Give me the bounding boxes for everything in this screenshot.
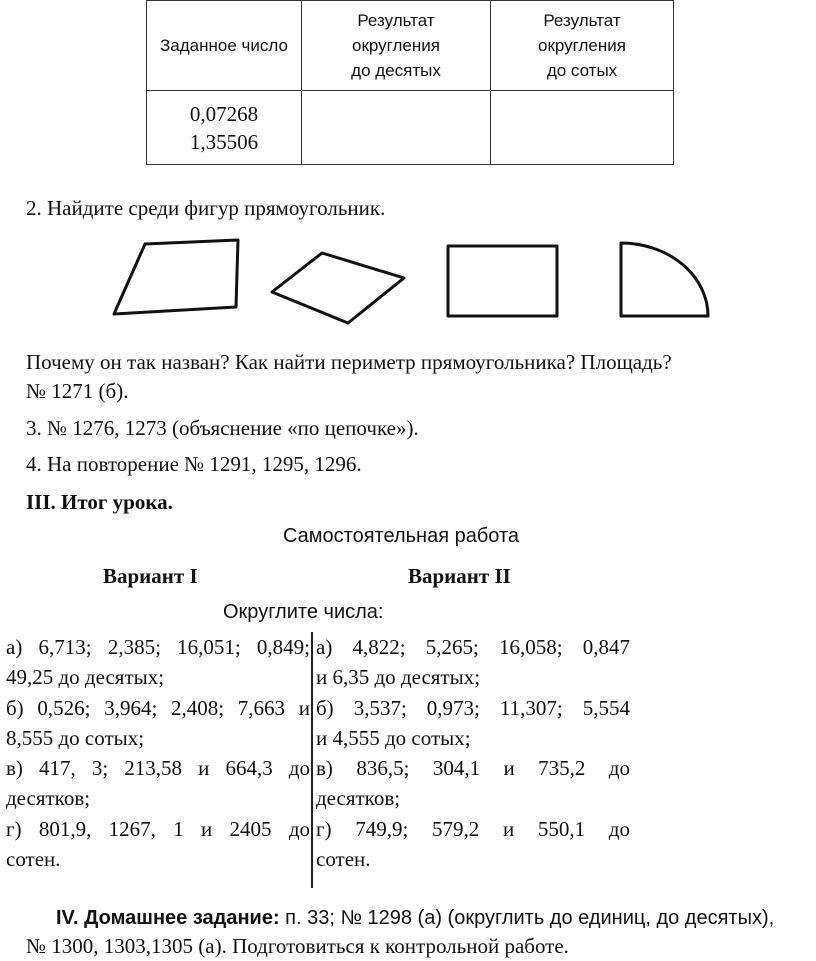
- v1-line-d: г) 801,9, 1267, 1 и 2405 до: [6, 816, 310, 841]
- variants-block: [6, 632, 636, 888]
- v2-line-d: г) 749,9; 579,2 и 550,1 до: [316, 816, 630, 841]
- v2-line-c2: десятков;: [316, 786, 401, 811]
- variant-1-title: Вариант I: [103, 564, 198, 588]
- header-given-number-text: Заданное число: [160, 36, 288, 55]
- v2-line-c: в) 836,5; 304,1 и 735,2 до: [316, 756, 630, 781]
- column-divider: [311, 632, 313, 888]
- cell-tenths-empty: [302, 91, 491, 165]
- v1-line-b2: 8,555 до сотых;: [6, 725, 145, 750]
- task2-title: 2. Найдите среди фигур прямоугольник.: [26, 196, 386, 220]
- number-2: 1,35506: [189, 129, 259, 154]
- number-1: 0,07268: [189, 101, 259, 126]
- header-hundredths-line1: Результат: [543, 11, 621, 30]
- task2-ref: № 1271 (б).: [26, 379, 129, 403]
- rounding-table: [146, 0, 674, 165]
- v1-line-a2: 49,25 до десятых;: [6, 665, 165, 690]
- v1-line-c2: десятков;: [6, 786, 91, 811]
- independent-work-title: Самостоятельная работа: [283, 525, 520, 547]
- v1-line-b: б) 0,526; 3,964; 2,408; 7,663 и: [6, 695, 310, 720]
- task3: 3. № 1276, 1273 (объяснение «по цепочке»).: [26, 416, 419, 440]
- header-tenths-line1: Результат: [357, 11, 435, 30]
- task2-question: Почему он так назван? Как найти периметр прямоугольника? Площадь?: [26, 350, 672, 374]
- v2-line-a2: и 6,35 до десятых;: [316, 665, 481, 690]
- cell-hundredths-empty: [491, 91, 674, 165]
- table-row: [147, 91, 674, 165]
- variant-2-title: Вариант II: [408, 564, 511, 588]
- v1-line-d2: сотен.: [6, 847, 61, 872]
- shapes-figure: [100, 232, 720, 332]
- section3-title: III. Итог урока.: [26, 490, 173, 514]
- header-round-hundredths: [491, 1, 674, 91]
- header-hundredths-line2: округления: [538, 36, 626, 55]
- trapezoid-icon: [114, 240, 238, 314]
- homework-line2: № 1300, 1303,1305 (а). Подготовиться к контрольной работе.: [26, 934, 569, 958]
- variant-1-column: [6, 632, 310, 874]
- v2-line-d2: сотен.: [316, 847, 371, 872]
- homework-text1: п. 33; № 1298 (а) (округлить до единиц, до десятых),: [279, 907, 775, 929]
- instruction: Округлите числа:: [223, 601, 384, 623]
- header-given-number: [147, 1, 302, 91]
- v1-line-a: а) 6,713; 2,385; 16,051; 0,849;: [6, 635, 310, 659]
- quarter-circle-icon: [621, 243, 708, 316]
- tilted-quadrilateral-icon: [272, 253, 404, 323]
- v1-line-c: в) 417, 3; 213,58 и 664,3 до: [6, 756, 310, 781]
- homework-label: IV. Домашнее задание:: [56, 907, 280, 929]
- variant-2-column: [316, 632, 630, 874]
- cell-numbers: [147, 91, 302, 165]
- v2-line-b: б) 3,537; 0,973; 11,307; 5,554: [316, 695, 630, 720]
- header-tenths-line2: округления: [352, 36, 440, 55]
- homework-line1: [56, 903, 774, 932]
- header-hundredths-line3: до сотых: [546, 61, 618, 80]
- task4: 4. На повторение № 1291, 1295, 1296.: [26, 452, 362, 476]
- header-tenths-line3: до десятых: [351, 61, 441, 80]
- table-header-row: [147, 1, 674, 91]
- rectangle-icon: [448, 246, 557, 316]
- v2-line-b2: и 4,555 до сотых;: [316, 725, 471, 750]
- v2-line-a: а) 4,822; 5,265; 16,058; 0,847: [316, 635, 630, 659]
- header-round-tenths: [302, 1, 491, 91]
